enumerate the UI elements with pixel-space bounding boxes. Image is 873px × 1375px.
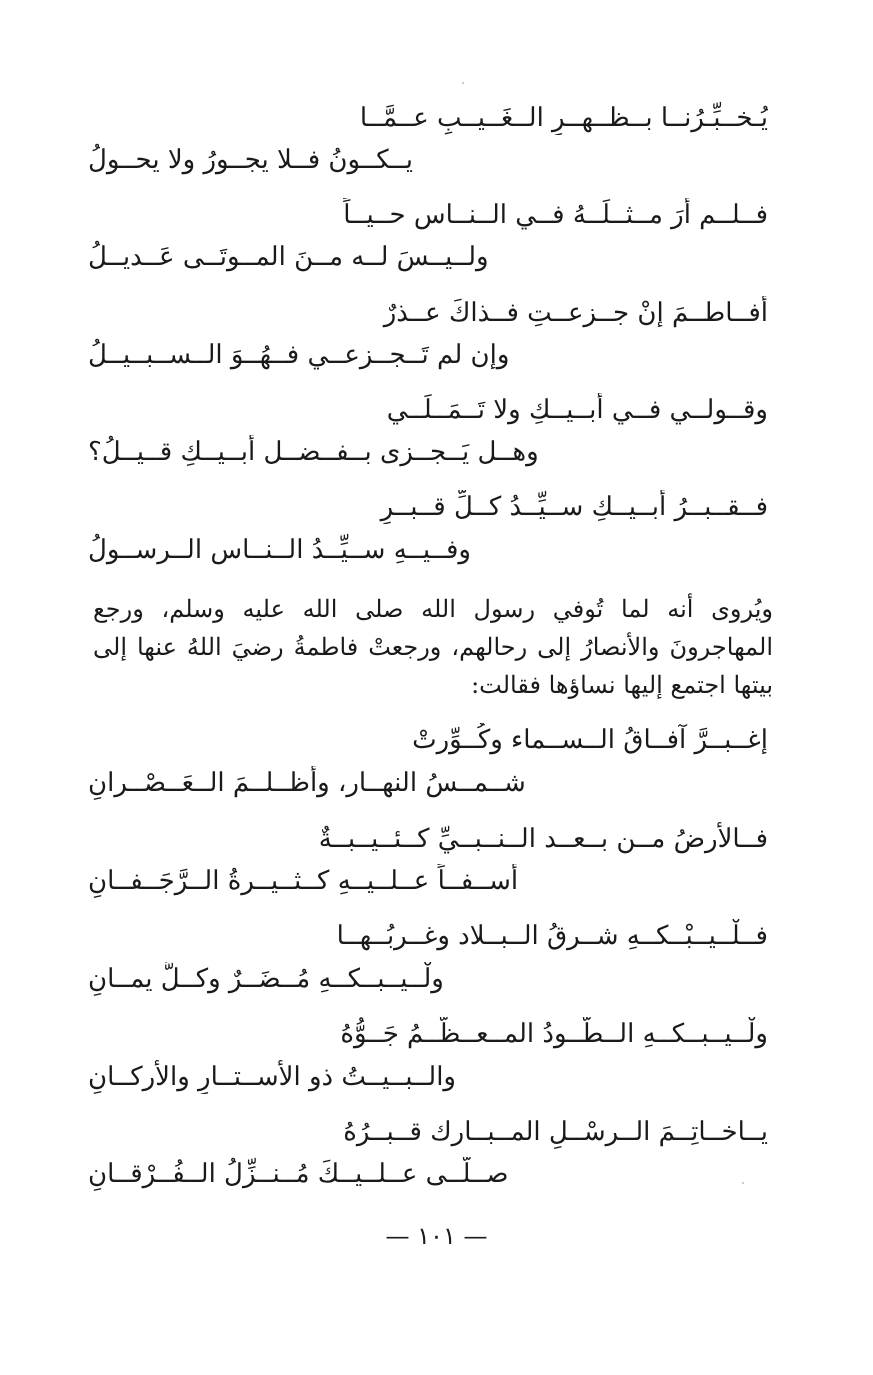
- prose-paragraph: [93, 590, 773, 704]
- scan-speck: [742, 1182, 744, 1184]
- verse-second-hemistich: يــكــونُ فــلا يجــورُ ولا يحــولُ: [88, 145, 414, 175]
- verse-second-hemistich: صــلَّــى عــلــيــكَ مُــنــزِّلُ الــفُــرْقــانِ: [88, 1159, 509, 1189]
- verse-first-hemistich: فــلْــيــبْــكــهِ شــرقُ الــبــلاد وغــربُــهــا: [336, 921, 768, 951]
- verse-first-hemistich: فــقــبــرُ أبــيــكِ ســيِّــدُ كــلِّ قــبــرٍ: [380, 492, 768, 522]
- verse-first-hemistich: وقــولــي فــي أبــيــكِ ولا تَــمَــلِّــي: [386, 395, 768, 425]
- scan-speck: [462, 82, 464, 84]
- verse-second-hemistich: وهــل يَــجــزى بــفــضــل أبــيــكِ قــيــلُ؟: [88, 437, 539, 467]
- verse-first-hemistich: فــلــم أرَ مــثــلَــهُ فــي الــنــاس حــيــاً: [343, 200, 768, 230]
- verse-second-hemistich: وفــيــهِ ســيِّــدُ الــنــاس الــرســولُ: [88, 535, 471, 565]
- verse-second-hemistich: والــبــيــتُ ذو الأســتــارِ والأركــانِ: [88, 1062, 456, 1092]
- verse-second-hemistich: ولْــيــبــكــهِ مُــضَــرٌ وكــلُّ يمــانِ: [88, 964, 444, 994]
- verse-first-hemistich: ولْــيــبــكــهِ الــطَّــودُ المــعــظَّــمُ جَــوُّهُ: [340, 1019, 768, 1049]
- verse-first-hemistich: إغــبــرَّ آفــاقُ الــســماء وكُــوِّرتْ: [412, 725, 768, 755]
- verse-first-hemistich: يُـخــبِّـرُنــا بــظــهــرِ الــغَــيــبِ عــمَّــا: [359, 103, 768, 133]
- verse-second-hemistich: وإن لم تَــجــزعــي فــهُــوَ الــســبــيــلُ: [88, 340, 510, 370]
- page-number: — ١٠١ —: [385, 1222, 488, 1250]
- verse-second-hemistich: شــمــسُ النهــار، وأظــلــمَ الــعَــصْــرانِ: [88, 768, 526, 798]
- verse-first-hemistich: أفــاطــمَ إنْ جــزعــتِ فــذاكَ عــذرٌ: [383, 298, 768, 328]
- verse-second-hemistich: ولــيــسَ لــه مــنَ المــوتَــى عَــديــلُ: [88, 242, 489, 272]
- verse-first-hemistich: فــالأرضُ مــن بــعــد الــنــبــيِّ كــئــيــبــةٌ: [318, 824, 768, 854]
- verse-first-hemistich: يــاخــاتِــمَ الــرسْــلِ المــبــارك قــبــرُهُ: [343, 1117, 768, 1147]
- prose-text: ويُروى أنه لما تُوفي رسول الله صلى الله عليه وسلم، ورجع المهاجرونَ والأنصارُ إلى رحالهم، ورجعتْ فاطمةُ رضيَ اللهُ عنها إلى بيتها اجتمع إليها نساؤها فقالت:: [93, 595, 773, 699]
- verse-second-hemistich: أســفــاً عــلــيــهِ كــثــيــرةُ الــرَّجَــفــانِ: [88, 866, 519, 896]
